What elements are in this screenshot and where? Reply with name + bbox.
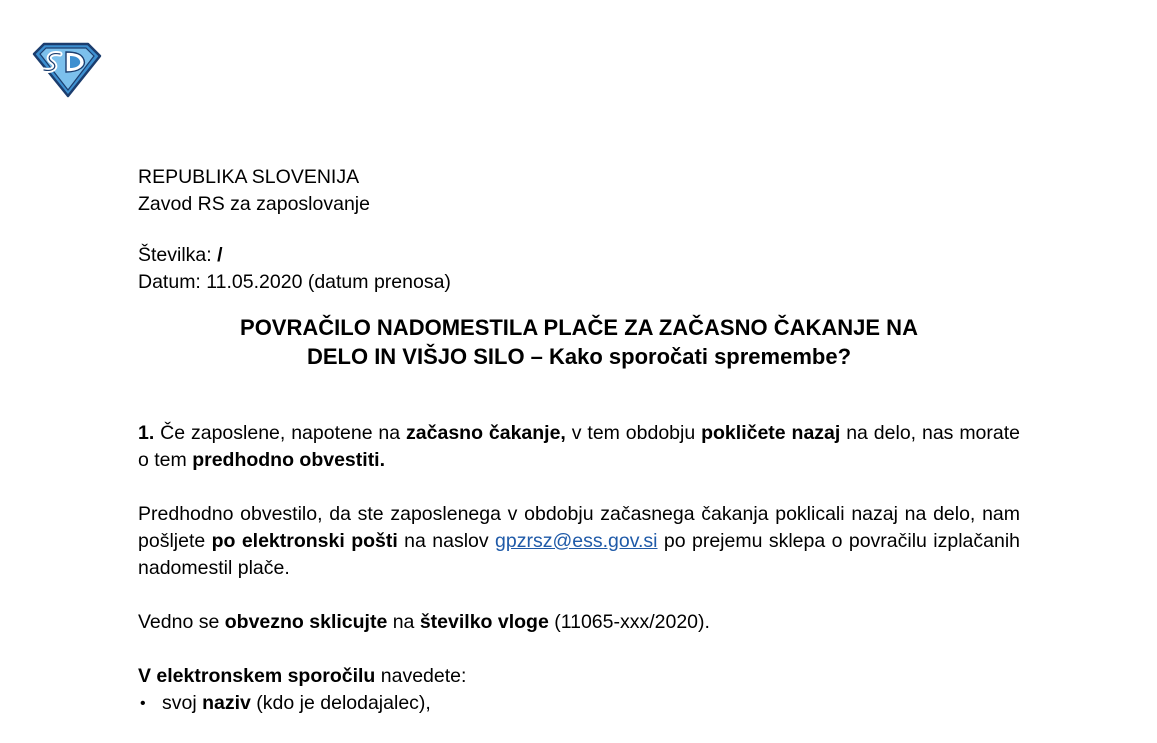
document-date: Datum: 11.05.2020 (datum prenosa) (138, 271, 451, 293)
list-item (138, 690, 1020, 717)
p4-bold-1: V elektronskem sporočilu (138, 665, 376, 687)
p3-bold-2: številko vloge (419, 611, 549, 633)
title-line-2: DELO IN VIŠJO SILO – Kako sporočati spremembe? (306, 344, 852, 369)
paragraph-2 (138, 501, 1020, 582)
paragraph-3 (138, 609, 1020, 636)
ess-logo (30, 40, 104, 100)
bullet-text-2: (kdo je delodajalec), (250, 692, 431, 714)
title-line-1: POVRAČILO NADOMESTILA PLAČE ZA ZAČASNO ČAKANJE NA (240, 315, 918, 340)
bullet-bold-1: naziv (202, 692, 251, 714)
letter-body (138, 164, 1020, 717)
p2-text-2: na naslov (397, 530, 496, 552)
email-link[interactable]: gpzrsz@ess.gov.si (495, 530, 658, 552)
p3-bold-1: obvezno sklicujte (224, 611, 388, 633)
p3-text-3: (11065-xxx/2020). (548, 611, 710, 633)
p2-text-3: po prejemu sklepa o povračilu izplačanih nadomestil plače. (138, 530, 1021, 579)
number-value: / (217, 244, 223, 266)
paragraph-4 (138, 663, 1020, 690)
document-number (138, 242, 1020, 269)
p1-bold-3: predhodno obvestiti. (192, 449, 386, 471)
p3-text-2: na (387, 611, 420, 633)
p1-number: 1. (138, 422, 155, 444)
p1-bold-1: začasno čakanje, (406, 422, 566, 444)
p1-text-3: na delo, nas morate o tem (138, 422, 1021, 471)
paragraph-1 (138, 420, 1020, 474)
header-institution: Zavod RS za zaposlovanje (138, 193, 370, 215)
p1-bold-2: pokličete nazaj (701, 422, 841, 444)
p2-text-1: Predhodno obvestilo, da ste zaposlenega v obdobju začasnega čakanja poklicali nazaj na delo, nam pošljete (138, 503, 1020, 552)
bullet-text-1: svoj (162, 692, 203, 714)
p4-text-1: navedete: (375, 665, 467, 687)
p3-text-1: Vedno se (138, 611, 225, 633)
p1-text-2: v tem obdobju (565, 422, 702, 444)
number-label: Številka: (138, 244, 218, 266)
header-country: REPUBLIKA SLOVENIJA (138, 166, 360, 188)
p1-text-1: Če zaposlene, napotene na (154, 422, 407, 444)
document-title (138, 313, 1020, 371)
p2-bold-1: po elektronski pošti (211, 530, 398, 552)
bullet-list (138, 690, 1020, 717)
